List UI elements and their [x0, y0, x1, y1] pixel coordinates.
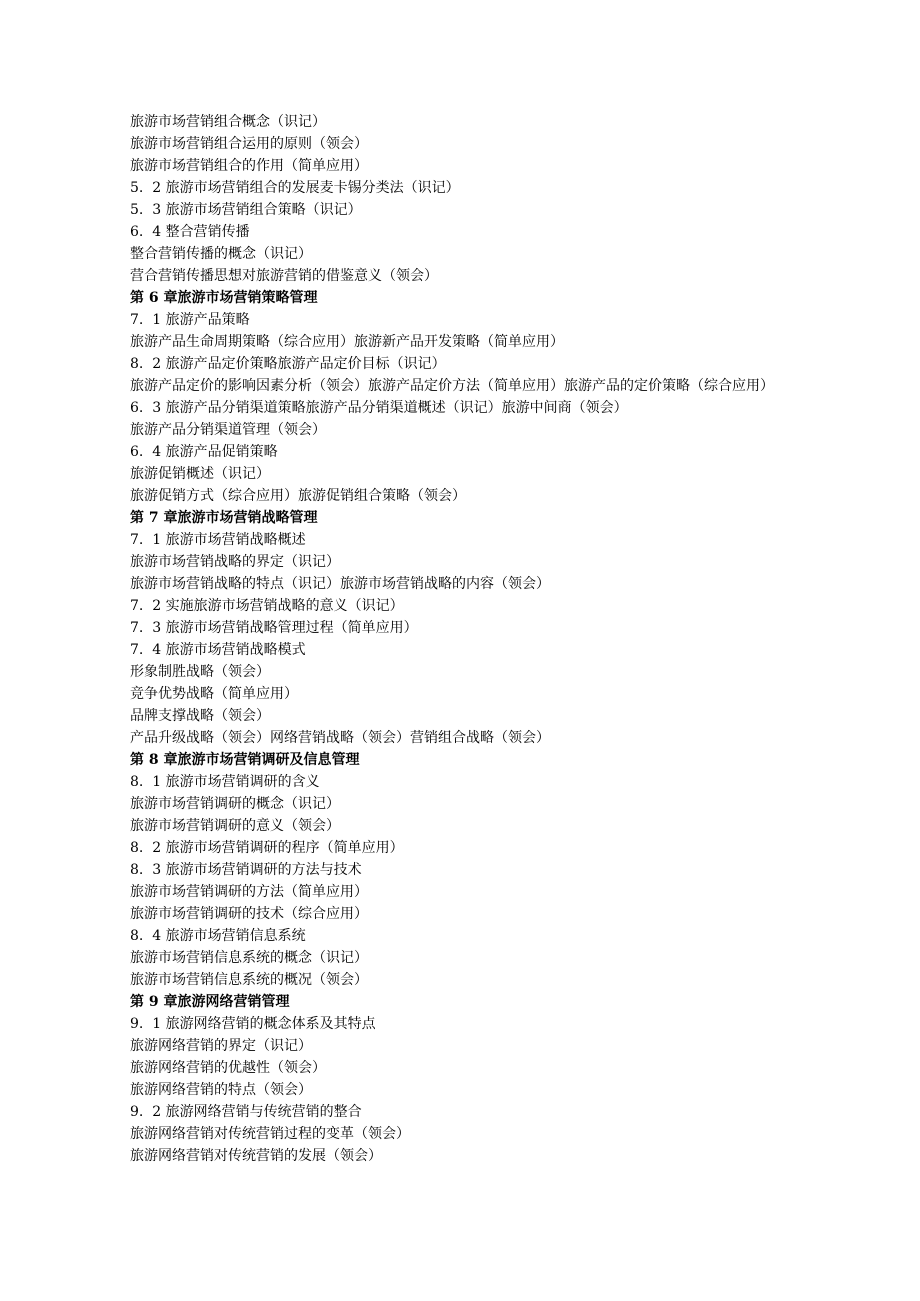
section-line: 7. 2 实施旅游市场营销战略的意义（识记） [130, 598, 404, 614]
section-line: 9. 2 旅游网络营销与传统营销的整合 [130, 1104, 362, 1120]
text-line: 旅游市场营销组合运用的原则（领会） [130, 136, 368, 152]
text-line: 旅游市场营销调研的意义（领会） [130, 818, 340, 834]
section-line: 8. 2 旅游市场营销调研的程序（简单应用） [130, 840, 404, 856]
text-line: 旅游市场营销信息系统的概况（领会） [130, 972, 368, 988]
section-line: 6. 4 整合营销传播 [130, 224, 250, 240]
text-line: 旅游市场营销调研的方法（简单应用） [130, 884, 368, 900]
text-line: 旅游产品分销渠道管理（领会） [130, 422, 326, 438]
text-line: 竞争优势战略（简单应用） [130, 686, 298, 702]
section-line: 7. 1 旅游产品策略 [130, 312, 250, 328]
text-line: 旅游市场营销信息系统的概念（识记） [130, 950, 368, 966]
text-line: 旅游网络营销对传统营销的发展（领会） [130, 1148, 382, 1164]
chapter-heading: 第 6 章旅游市场营销策略管理 [130, 290, 318, 306]
text-line: 旅游产品生命周期策略（综合应用）旅游新产品开发策略（简单应用） [130, 334, 564, 350]
section-line: 8. 2 旅游产品定价策略旅游产品定价目标（识记） [130, 356, 446, 372]
section-line: 7. 3 旅游市场营销战略管理过程（简单应用） [130, 620, 418, 636]
text-line: 形象制胜战略（领会） [130, 664, 270, 680]
text-line: 旅游市场营销调研的概念（识记） [130, 796, 340, 812]
section-line: 9. 1 旅游网络营销的概念体系及其特点 [130, 1016, 376, 1032]
text-line: 旅游促销方式（综合应用）旅游促销组合策略（领会） [130, 488, 466, 504]
text-line: 旅游市场营销调研的技术（综合应用） [130, 906, 368, 922]
chapter-heading: 第 7 章旅游市场营销战略管理 [130, 510, 318, 526]
text-line: 旅游网络营销对传统营销过程的变革（领会） [130, 1126, 410, 1142]
text-line: 产品升级战略（领会）网络营销战略（领会）营销组合战略（领会） [130, 730, 550, 746]
section-line: 6. 3 旅游产品分销渠道策略旅游产品分销渠道概述（识记）旅游中间商（领会） [130, 400, 628, 416]
chapter-heading: 第 9 章旅游网络营销管理 [130, 994, 290, 1010]
section-line: 5. 3 旅游市场营销组合策略（识记） [130, 202, 362, 218]
text-line: 旅游市场营销战略的特点（识记）旅游市场营销战略的内容（领会） [130, 576, 550, 592]
section-line: 5. 2 旅游市场营销组合的发展麦卡锡分类法（识记） [130, 180, 460, 196]
chapter-heading: 第 8 章旅游市场营销调研及信息管理 [130, 752, 360, 768]
text-line: 旅游产品定价的影响因素分析（领会）旅游产品定价方法（简单应用）旅游产品的定价策略（综合应用） [130, 378, 774, 394]
text-line: 旅游市场营销组合概念（识记） [130, 114, 326, 130]
text-line: 旅游网络营销的优越性（领会） [130, 1060, 326, 1076]
text-line: 营合营销传播思想对旅游营销的借鉴意义（领会） [130, 268, 438, 284]
section-line: 8. 1 旅游市场营销调研的含义 [130, 774, 320, 790]
section-line: 6. 4 旅游产品促销策略 [130, 444, 278, 460]
document-page [130, 111, 790, 1167]
text-line: 旅游市场营销组合的作用（简单应用） [130, 158, 368, 174]
text-line: 旅游促销概述（识记） [130, 466, 270, 482]
text-line: 旅游网络营销的特点（领会） [130, 1082, 312, 1098]
text-line: 整合营销传播的概念（识记） [130, 246, 312, 262]
section-line: 7. 4 旅游市场营销战略模式 [130, 642, 306, 658]
text-line: 旅游市场营销战略的界定（识记） [130, 554, 340, 570]
section-line: 8. 4 旅游市场营销信息系统 [130, 928, 306, 944]
section-line: 7. 1 旅游市场营销战略概述 [130, 532, 306, 548]
text-line: 旅游网络营销的界定（识记） [130, 1038, 312, 1054]
text-line: 品牌支撑战略（领会） [130, 708, 270, 724]
section-line: 8. 3 旅游市场营销调研的方法与技术 [130, 862, 362, 878]
